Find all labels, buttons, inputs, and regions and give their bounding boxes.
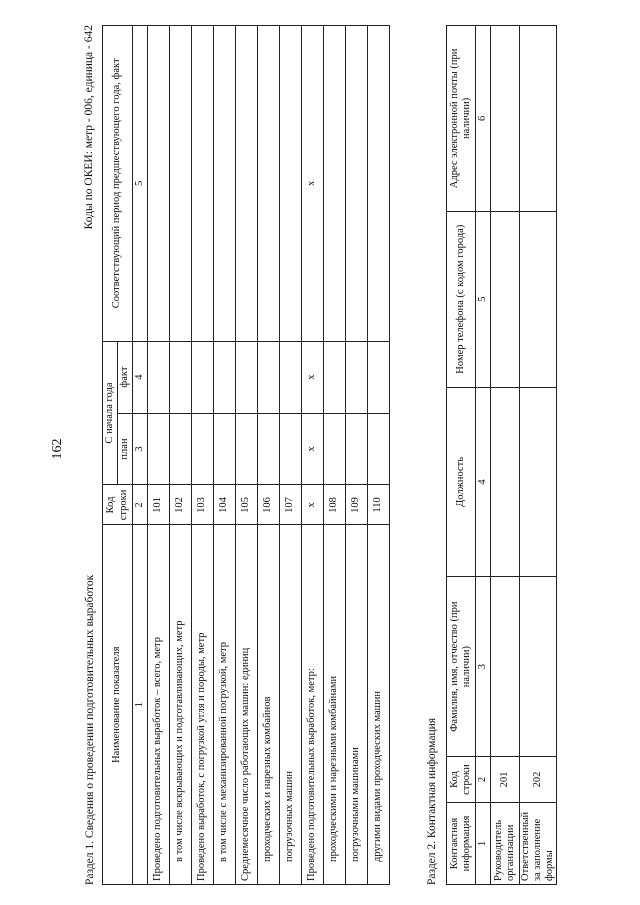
row-code: 107 xyxy=(280,485,302,525)
plan-cell[interactable] xyxy=(324,413,346,485)
column-number: 6 xyxy=(476,26,491,212)
row-code: 202 xyxy=(520,757,557,803)
column-number: 3 xyxy=(476,577,491,757)
row-name: проходческими и нарезными комбайнами xyxy=(324,525,346,885)
prev-period-cell[interactable] xyxy=(346,26,368,342)
fio-cell[interactable] xyxy=(491,577,520,757)
table-row xyxy=(520,26,557,885)
table-row xyxy=(148,26,170,885)
row-name: Проведено выработок, с погрузкой угля и породы, метр xyxy=(192,525,214,885)
plan-cell[interactable] xyxy=(258,413,280,485)
row-code: 108 xyxy=(324,485,346,525)
row-code: 105 xyxy=(236,485,258,525)
table-row xyxy=(192,26,214,885)
prev-period-cell[interactable] xyxy=(280,26,302,342)
row-name: проходческих и нарезных комбайнов xyxy=(258,525,280,885)
section1-title: Раздел 1. Сведения о проведении подготовительных выработок xyxy=(84,574,96,885)
table-row xyxy=(302,26,324,885)
fio-cell[interactable] xyxy=(520,577,557,757)
header-code: Код строки xyxy=(447,757,476,803)
email-cell[interactable] xyxy=(491,26,520,212)
column-number: 4 xyxy=(476,387,491,577)
plan-cell[interactable] xyxy=(236,413,258,485)
header-prev-period: Соответствующий период предшествующего года, факт xyxy=(103,26,133,342)
column-number: 5 xyxy=(476,211,491,387)
row-name: Проведено подготовительных выработок, метр: xyxy=(302,525,324,885)
prev-period-cell[interactable] xyxy=(324,26,346,342)
row-code: 106 xyxy=(258,485,280,525)
fact-cell[interactable] xyxy=(324,341,346,413)
prev-period-cell: x xyxy=(302,26,324,342)
row-code: 104 xyxy=(214,485,236,525)
phone-cell[interactable] xyxy=(491,211,520,387)
phone-cell[interactable] xyxy=(520,211,557,387)
column-number: 2 xyxy=(133,485,148,525)
table-row xyxy=(170,26,192,885)
row-name: в том числе вскрывающих и подготавливающих, метр xyxy=(170,525,192,885)
fact-cell[interactable] xyxy=(148,341,170,413)
position-cell[interactable] xyxy=(520,387,557,577)
fact-cell[interactable] xyxy=(258,341,280,413)
header-name: Наименование показателя xyxy=(103,525,133,885)
row-name: другими видами проходческих машин xyxy=(368,525,390,885)
table-row xyxy=(280,26,302,885)
header-email: Адрес электронной почты (при наличии) xyxy=(447,26,476,212)
plan-cell[interactable] xyxy=(148,413,170,485)
plan-cell[interactable] xyxy=(368,413,390,485)
fact-cell[interactable] xyxy=(192,341,214,413)
plan-cell[interactable] xyxy=(346,413,368,485)
prev-period-cell[interactable] xyxy=(368,26,390,342)
row-name: Среднемесячное число работающих машин: единиц xyxy=(236,525,258,885)
row-code: 101 xyxy=(148,485,170,525)
rotated-page-content xyxy=(82,25,622,885)
row-name: в том числе с механизированной погрузкой, метр xyxy=(214,525,236,885)
section2-table xyxy=(446,25,557,885)
prev-period-cell[interactable] xyxy=(258,26,280,342)
row-code: 102 xyxy=(170,485,192,525)
contact-label: Ответственный за заполнение формы xyxy=(520,803,557,885)
fact-cell[interactable] xyxy=(280,341,302,413)
table-row xyxy=(258,26,280,885)
page-number: 162 xyxy=(50,438,65,460)
position-cell[interactable] xyxy=(491,387,520,577)
prev-period-cell[interactable] xyxy=(192,26,214,342)
header-phone: Номер телефона (с кодом города) xyxy=(447,211,476,387)
fact-cell[interactable] xyxy=(214,341,236,413)
row-code: 110 xyxy=(368,485,390,525)
fact-cell[interactable] xyxy=(346,341,368,413)
fact-cell[interactable] xyxy=(170,341,192,413)
column-number: 2 xyxy=(476,757,491,803)
header-code: Код строки xyxy=(103,485,133,525)
row-code: x xyxy=(302,485,324,525)
plan-cell: x xyxy=(302,413,324,485)
prev-period-cell[interactable] xyxy=(214,26,236,342)
header-fio: Фамилия, имя, отчество (при наличии) xyxy=(447,577,476,757)
fact-cell: x xyxy=(302,341,324,413)
header-fact: факт xyxy=(118,341,133,413)
table-row xyxy=(214,26,236,885)
email-cell[interactable] xyxy=(520,26,557,212)
row-name: Проведено подготовительных выработок – всего, метр xyxy=(148,525,170,885)
plan-cell[interactable] xyxy=(192,413,214,485)
column-number: 5 xyxy=(133,26,148,342)
prev-period-cell[interactable] xyxy=(170,26,192,342)
prev-period-cell[interactable] xyxy=(236,26,258,342)
fact-cell[interactable] xyxy=(368,341,390,413)
table-row xyxy=(236,26,258,885)
header-contact: Контактная информация xyxy=(447,803,476,885)
row-code: 201 xyxy=(491,757,520,803)
fact-cell[interactable] xyxy=(236,341,258,413)
header-position: Должность xyxy=(447,387,476,577)
plan-cell[interactable] xyxy=(170,413,192,485)
row-code: 109 xyxy=(346,485,368,525)
table-row xyxy=(491,26,520,885)
prev-period-cell[interactable] xyxy=(148,26,170,342)
okei-codes-note: Коды по ОКЕИ: метр - 006, единица - 642 xyxy=(83,25,95,230)
section1-table xyxy=(102,25,390,885)
contact-label: Руководитель организации xyxy=(491,803,520,885)
row-code: 103 xyxy=(192,485,214,525)
column-number: 1 xyxy=(476,803,491,885)
table-row xyxy=(368,26,390,885)
plan-cell[interactable] xyxy=(214,413,236,485)
column-number: 3 xyxy=(133,413,148,485)
plan-cell[interactable] xyxy=(280,413,302,485)
row-name: погрузочных машин xyxy=(280,525,302,885)
column-number: 4 xyxy=(133,341,148,413)
table-row xyxy=(346,26,368,885)
header-since-start: С начала года xyxy=(103,341,118,485)
column-number: 1 xyxy=(133,525,148,885)
table-row xyxy=(324,26,346,885)
row-name: погрузочными машинами xyxy=(346,525,368,885)
header-plan: план xyxy=(118,413,133,485)
section2-title: Раздел 2. Контактная информация xyxy=(426,717,438,885)
